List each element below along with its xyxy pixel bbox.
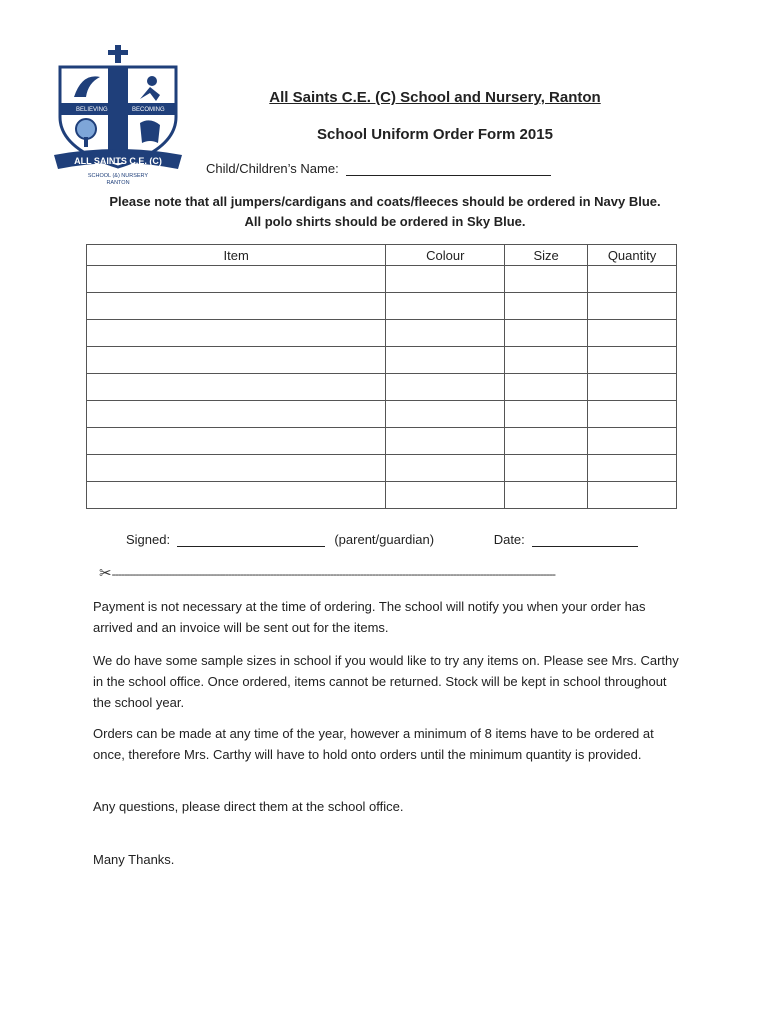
quantity-cell[interactable] xyxy=(588,455,677,482)
date-field[interactable] xyxy=(532,532,638,547)
colour-cell[interactable] xyxy=(386,428,505,455)
colour-note-line-2: All polo shirts should be ordered in Sky Blue. xyxy=(244,214,526,229)
header-item: Item xyxy=(87,245,386,266)
item-cell[interactable] xyxy=(87,266,386,293)
size-cell[interactable] xyxy=(505,320,588,347)
quantity-cell[interactable] xyxy=(588,401,677,428)
item-cell[interactable] xyxy=(87,401,386,428)
samples-paragraph: We do have some sample sizes in school if you would like to try any items on. Please see Mrs. Carthy in the school office. Once ordered, items cannot be returned. Stock will be kept in school throughout the school year. xyxy=(93,653,679,710)
signature-field[interactable] xyxy=(177,532,325,547)
payment-paragraph: Payment is not necessary at the time of ordering. The school will notify you when your order has arrived and an invoice will be sent out for the items. xyxy=(93,599,646,635)
quantity-cell[interactable] xyxy=(588,320,677,347)
svg-text:BELIEVING: BELIEVING xyxy=(76,107,108,113)
table-row xyxy=(87,347,677,374)
svg-text:SCHOOL (&) NURSERY: SCHOOL (&) NURSERY xyxy=(87,173,149,179)
child-name-row xyxy=(206,161,551,176)
quantity-cell[interactable] xyxy=(588,428,677,455)
item-cell[interactable] xyxy=(87,293,386,320)
table-row xyxy=(87,374,677,401)
signature-row xyxy=(126,532,686,547)
quantity-cell[interactable] xyxy=(588,293,677,320)
orders-paragraph: Orders can be made at any time of the year, however a minimum of 8 items have to be ordered at once, therefore Mrs. Carthy will have to hold onto orders until the minimum quantity is provided. xyxy=(93,726,654,762)
svg-text:ALL SAINTS C.E. (C): ALL SAINTS C.E. (C) xyxy=(74,156,162,166)
size-cell[interactable] xyxy=(505,401,588,428)
signed-label: Signed: xyxy=(126,532,171,547)
tree-icon xyxy=(76,119,96,139)
svg-text:RANTON: RANTON xyxy=(106,180,130,186)
size-cell[interactable] xyxy=(505,455,588,482)
colour-cell[interactable] xyxy=(386,482,505,509)
quantity-cell[interactable] xyxy=(588,266,677,293)
table-row xyxy=(87,293,677,320)
size-cell[interactable] xyxy=(505,482,588,509)
scissors-icon: ✂ xyxy=(99,565,112,582)
item-cell[interactable] xyxy=(87,428,386,455)
header-size: Size xyxy=(505,245,588,266)
header-quantity: Quantity xyxy=(588,245,677,266)
thanks-paragraph: Many Thanks. xyxy=(93,852,175,867)
child-name-field[interactable] xyxy=(346,161,551,176)
table-row xyxy=(87,428,677,455)
table-row xyxy=(87,266,677,293)
svg-text:BECOMING: BECOMING xyxy=(132,107,165,113)
quantity-cell[interactable] xyxy=(588,347,677,374)
colour-cell[interactable] xyxy=(386,374,505,401)
date-label: Date: xyxy=(493,532,525,547)
colour-cell[interactable] xyxy=(386,347,505,374)
quantity-cell[interactable] xyxy=(588,482,677,509)
questions-paragraph: Any questions, please direct them at the school office. xyxy=(93,799,404,814)
size-cell[interactable] xyxy=(505,266,588,293)
item-cell[interactable] xyxy=(87,347,386,374)
item-cell[interactable] xyxy=(87,455,386,482)
item-cell[interactable] xyxy=(87,320,386,347)
table-header-row xyxy=(87,245,677,266)
child-name-label: Child/Children’s Name: xyxy=(206,161,339,176)
colour-cell[interactable] xyxy=(386,293,505,320)
table-row xyxy=(87,320,677,347)
colour-cell[interactable] xyxy=(386,320,505,347)
size-cell[interactable] xyxy=(505,428,588,455)
form-title: School Uniform Order Form 2015 xyxy=(317,126,553,143)
table-row xyxy=(87,455,677,482)
order-table xyxy=(86,244,677,509)
table-row xyxy=(87,482,677,509)
item-cell[interactable] xyxy=(87,374,386,401)
item-cell[interactable] xyxy=(87,482,386,509)
parent-guardian-label: (parent/guardian) xyxy=(334,532,435,547)
size-cell[interactable] xyxy=(505,374,588,401)
header-colour: Colour xyxy=(386,245,505,266)
size-cell[interactable] xyxy=(505,347,588,374)
colour-cell[interactable] xyxy=(386,401,505,428)
colour-cell[interactable] xyxy=(386,266,505,293)
school-name: All Saints C.E. (C) School and Nursery, Ranton xyxy=(269,89,601,106)
school-crest-logo xyxy=(52,45,184,187)
colour-note-line-1: Please note that all jumpers/cardigans and coats/fleeces should be ordered in Navy Blue. xyxy=(109,194,661,209)
colour-cell[interactable] xyxy=(386,455,505,482)
cut-line: ✂---------------------------------------------------------------------------------------------------------------------------------------------------- xyxy=(99,565,555,582)
table-row xyxy=(87,401,677,428)
size-cell[interactable] xyxy=(505,293,588,320)
quantity-cell[interactable] xyxy=(588,374,677,401)
